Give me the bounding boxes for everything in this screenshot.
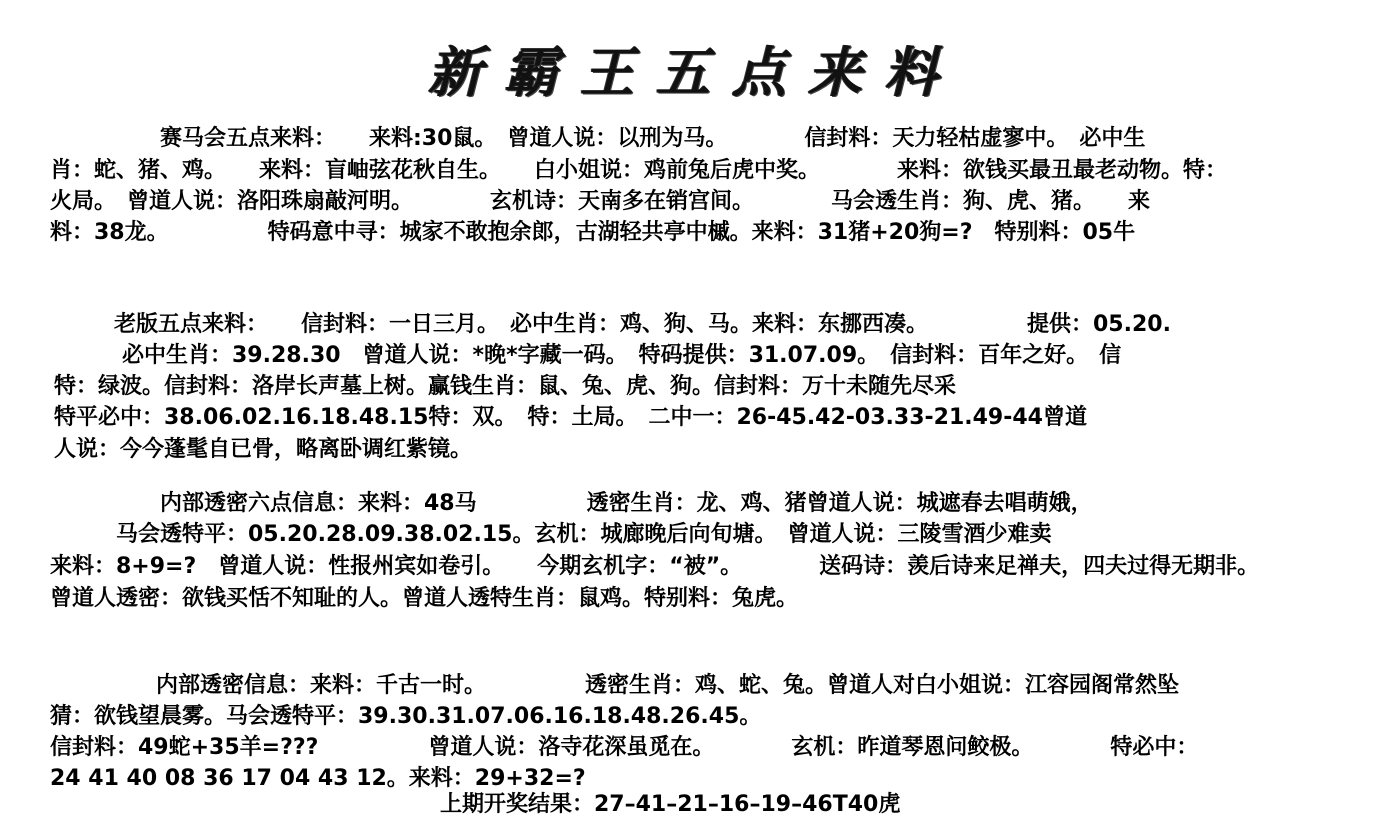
text-line: 赛马会五点来料： 来料:30鼠。 曾道人说：以刑为马。 信封料：天力轻枯虚寥中。 必中生 [160, 126, 1146, 151]
text-line: 来料：8+9=? 曾道人说：性报州宾如卷引。 今期玄机字：“被”。 送码诗：羡后诗来足禅夫，四夫过得无期非。 [50, 554, 1260, 579]
text-line: 料：38龙。 特码意中寻：城家不敢抱余郎，古湖轻共亭中槭。来料：31猪+20狗=? 特别料：05牛 [50, 220, 1136, 245]
text-line: 老版五点来料： 信封料：一日三月。 必中生肖：鸡、狗、马。来料：东挪西凑。 提供：05.20. [114, 312, 1171, 337]
text-line: 肖：蛇、猪、鸡。 来料：盲岫弦花秋自生。 白小姐说：鸡前兔后虎中奖。 来料：欲钱买最丑最老动物。特： [50, 158, 1228, 183]
text-line: 人说：今今蓬髦自已骨，略离卧调红紫镜。 [54, 437, 473, 462]
page-title: 新霸王五点来料 [428, 40, 960, 104]
text-line: 24 41 40 08 36 17 04 43 12。来料：29+32=? [50, 766, 586, 791]
text-line: 信封料：49蛇+35羊=??? 曾道人说：洛寺花深虽觅在。 玄机：昨道琴恩问鲛极。 特必中： [50, 735, 1199, 760]
text-line: 必中生肖：39.28.30 曾道人说：*晚*字藏一码。 特码提供：31.07.09。 信封料：百年之好。 信 [122, 343, 1122, 368]
text-line: 特平必中：38.06.02.16.18.48.15特：双。 特：土局。 二中一：26-45.42-03.33-21.49-44曾道 [54, 405, 1087, 430]
text-line: 马会透特平：05.20.28.09.38.02.15。玄机：城廊晚后向旬塘。 曾道人说：三陵雪酒少难卖 [116, 522, 1052, 547]
text-line: 曾道人透密：欲钱买恬不知耻的人。曾道人透特生肖：鼠鸡。特别料：兔虎。 [50, 586, 799, 611]
text-line: 内部透密六点信息：来料：48马 透密生肖：龙、鸡、猪曾道人说：城遮春去唱萌娥， [160, 491, 1093, 516]
text-line: 特：绿波。信封料：洛岸长声墓上树。赢钱生肖：鼠、兔、虎、狗。信封料：万十未随先尽采 [54, 374, 957, 399]
text-line: 猜：欲钱望晨雾。马会透特平：39.30.31.07.06.16.18.48.26.45。 [50, 704, 762, 729]
text-line: 火局。 曾道人说：洛阳珠扇敲河明。 玄机诗：天南多在销宫间。 马会透生肖：狗、虎、猪。 来 [50, 189, 1151, 214]
text-line: 内部透密信息：来料：千古一时。 透密生肖：鸡、蛇、兔。曾道人对白小姐说：江容园阁常然坠 [156, 673, 1180, 698]
result-line: 上期开奖结果：27–41–21–16–19–46T40虎 [440, 792, 901, 817]
